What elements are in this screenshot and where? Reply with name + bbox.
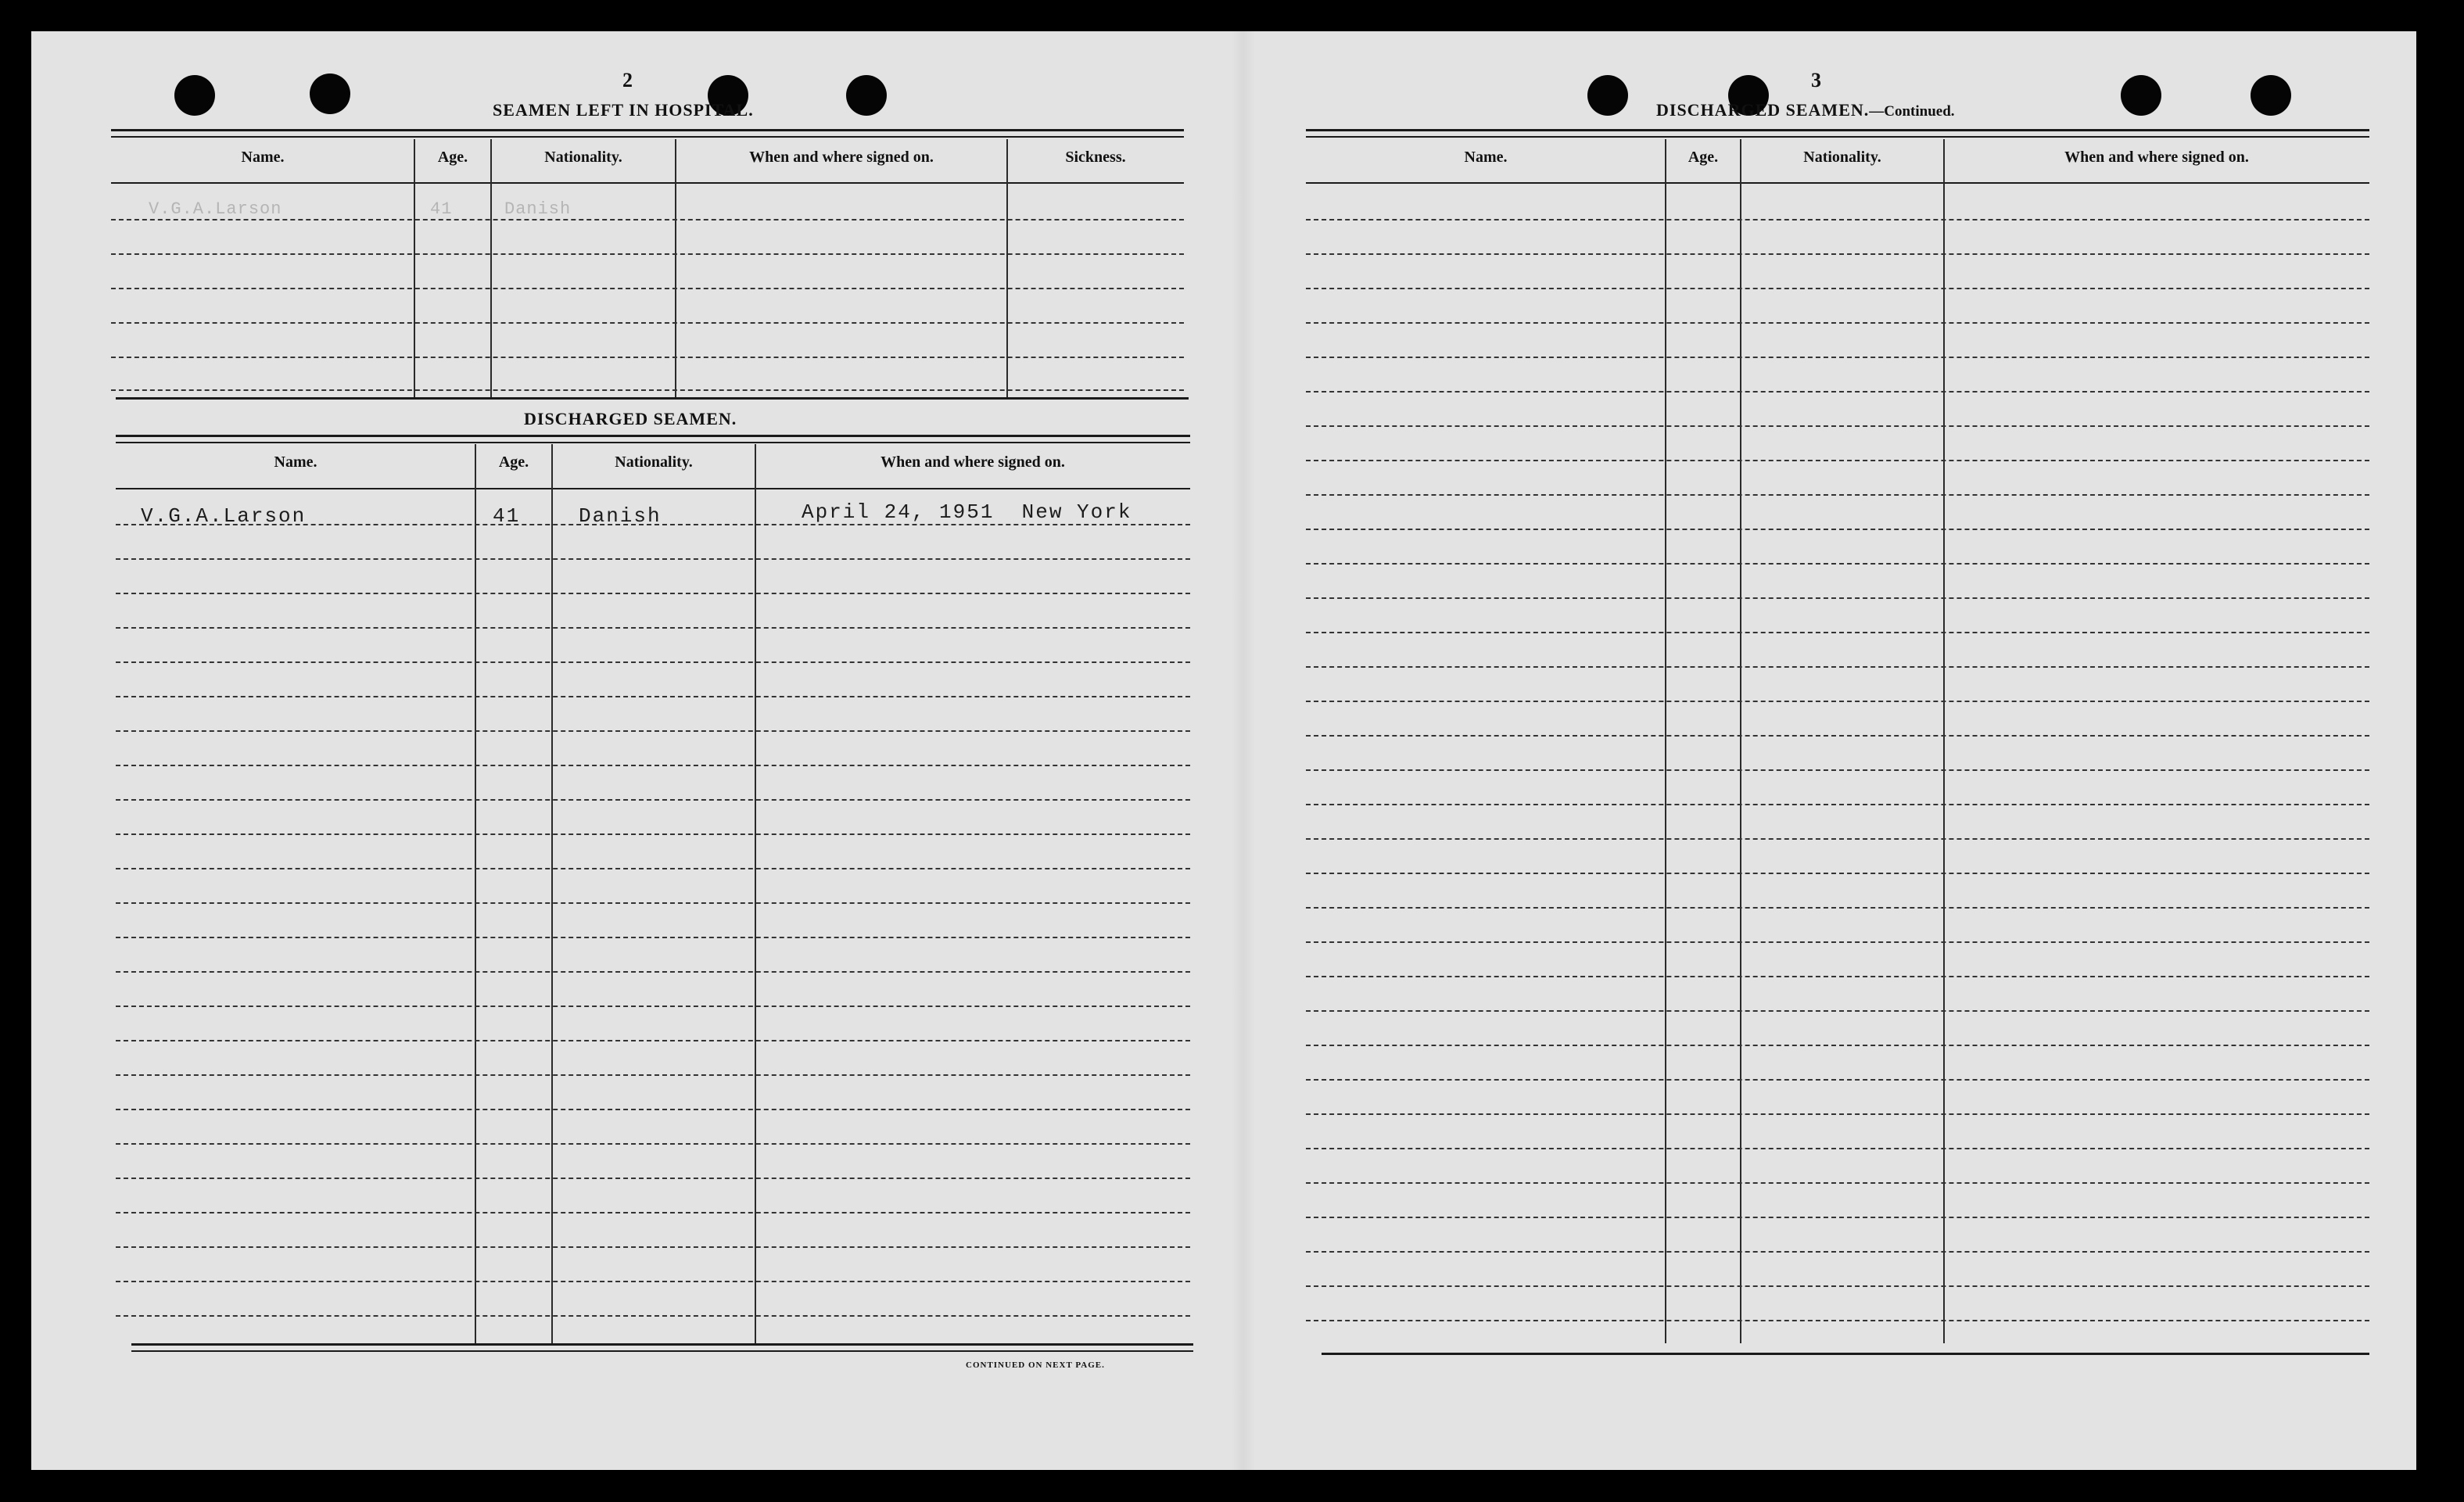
column-header-name: Name. (241, 149, 285, 166)
dotted-row-line (1306, 529, 2369, 530)
dotted-row-line (116, 765, 1190, 766)
seaman-age: 41 (493, 504, 521, 528)
dotted-row-line (1306, 219, 2369, 220)
rule (111, 129, 1184, 131)
dotted-row-line (116, 937, 1190, 938)
dotted-row-line (111, 253, 1184, 255)
rule (1306, 136, 2369, 138)
dotted-row-line (1306, 1217, 2369, 1218)
dotted-row-line (116, 971, 1190, 973)
dotted-row-line (1306, 1251, 2369, 1253)
dotted-row-line (1306, 460, 2369, 461)
hospital-section-title: SEAMEN LEFT IN HOSPITAL. (493, 100, 754, 120)
punch-hole (846, 75, 887, 116)
dotted-row-line (1306, 322, 2369, 324)
column-header-age: Age. (498, 453, 529, 471)
column-header-age: Age. (437, 149, 468, 166)
dotted-row-line (116, 627, 1190, 629)
right-section-title-text: DISCHARGED SEAMEN. (1656, 100, 1870, 120)
dotted-row-line (1306, 1285, 2369, 1287)
rule (116, 442, 1190, 443)
rule (1322, 1353, 2369, 1355)
column-divider (1006, 139, 1008, 397)
dotted-row-line (1306, 597, 2369, 599)
dotted-row-line (1306, 701, 2369, 702)
column-divider (551, 444, 553, 1345)
dotted-row-line (116, 1143, 1190, 1145)
dotted-row-line (1306, 1045, 2369, 1046)
dotted-row-line (111, 322, 1184, 324)
dotted-row-line (1306, 1182, 2369, 1184)
dotted-row-line (111, 219, 1184, 220)
rule (131, 1350, 1193, 1352)
seaman-nationality: Danish (579, 504, 662, 528)
discharged-section-title: DISCHARGED SEAMEN. (524, 409, 737, 428)
dotted-row-line (1306, 1010, 2369, 1012)
column-header-nationality: Nationality. (1803, 149, 1881, 166)
column-divider (414, 139, 415, 397)
right-section-title (1656, 100, 1955, 120)
dotted-row-line (116, 1074, 1190, 1076)
dotted-row-line (1306, 1079, 2369, 1081)
rule (131, 1343, 1193, 1346)
seaman-signed-on: April 24, 1951 New York (802, 500, 1132, 524)
dotted-row-line (1306, 1148, 2369, 1149)
dotted-row-line (1306, 838, 2369, 840)
rule (111, 136, 1184, 138)
rule (116, 435, 1190, 437)
header-rule (1306, 182, 2369, 184)
column-header-signed-on: When and where signed on. (881, 453, 1065, 471)
page-number-right: 3 (1811, 69, 1821, 91)
dotted-row-line (116, 1212, 1190, 1213)
column-divider (1665, 139, 1666, 1343)
dotted-row-line (111, 389, 1184, 391)
punch-hole (2121, 75, 2161, 116)
page-number-left: 2 (622, 69, 633, 91)
seaman-name: V.G.A.Larson (141, 504, 307, 528)
punch-hole (310, 73, 350, 114)
rule (1306, 129, 2369, 131)
dotted-row-line (116, 558, 1190, 560)
column-divider (1943, 139, 1945, 1343)
dotted-row-line (111, 357, 1184, 358)
header-rule (111, 182, 1184, 184)
column-header-signed-on: When and where signed on. (749, 149, 934, 166)
dotted-row-line (1306, 253, 2369, 255)
dotted-row-line (116, 1040, 1190, 1041)
dotted-row-line (116, 696, 1190, 697)
column-divider (755, 444, 756, 1345)
column-header-name: Name. (1464, 149, 1508, 166)
dotted-row-line (116, 730, 1190, 732)
dotted-row-line (1306, 425, 2369, 427)
column-divider (490, 139, 492, 397)
faded-age: 41 (430, 199, 453, 219)
column-divider (475, 444, 476, 1345)
dotted-row-line (1306, 357, 2369, 358)
faded-nationality: Danish (504, 199, 572, 219)
dotted-row-line (116, 833, 1190, 835)
dotted-row-line (116, 1315, 1190, 1317)
punch-hole (1587, 75, 1628, 116)
dotted-row-line (1306, 873, 2369, 874)
dotted-row-line (1306, 1113, 2369, 1115)
dotted-row-line (1306, 632, 2369, 633)
dotted-row-line (111, 288, 1184, 289)
column-header-nationality: Nationality. (544, 149, 622, 166)
dotted-row-line (116, 1006, 1190, 1007)
dotted-row-line (1306, 804, 2369, 805)
dotted-row-line (1306, 735, 2369, 737)
dotted-row-line (116, 1109, 1190, 1110)
punch-hole (174, 75, 215, 116)
dotted-row-line (1306, 907, 2369, 909)
column-header-age: Age. (1687, 149, 1719, 166)
dotted-row-line (1306, 1320, 2369, 1321)
column-divider (675, 139, 676, 397)
dotted-row-line (116, 1281, 1190, 1282)
dotted-row-line (1306, 288, 2369, 289)
dotted-row-line (1306, 666, 2369, 668)
punch-hole (2251, 75, 2291, 116)
right-section-title-suffix: —Continued. (1869, 103, 1955, 120)
dotted-row-line (116, 593, 1190, 594)
column-header-sickness: Sickness. (1065, 149, 1126, 166)
dotted-row-line (1306, 941, 2369, 943)
dotted-row-line (1306, 563, 2369, 565)
rule (116, 397, 1189, 400)
faded-name: V.G.A.Larson (149, 199, 282, 219)
dotted-row-line (116, 799, 1190, 801)
dotted-row-line (116, 661, 1190, 663)
dotted-row-line (116, 868, 1190, 869)
dotted-row-line (116, 902, 1190, 904)
page-fold (1232, 31, 1255, 1470)
dotted-row-line (1306, 769, 2369, 771)
dotted-row-line (1306, 391, 2369, 393)
column-divider (1740, 139, 1741, 1343)
dotted-row-line (116, 1246, 1190, 1248)
dotted-row-line (116, 1178, 1190, 1179)
dotted-row-line (1306, 494, 2369, 496)
ledger-sheet (31, 31, 2416, 1470)
column-header-signed-on: When and where signed on. (2064, 149, 2249, 166)
column-header-name: Name. (274, 453, 317, 471)
header-rule (116, 488, 1190, 489)
continued-note: CONTINUED ON NEXT PAGE. (966, 1360, 1105, 1370)
column-header-nationality: Nationality. (615, 453, 693, 471)
dotted-row-line (1306, 976, 2369, 977)
